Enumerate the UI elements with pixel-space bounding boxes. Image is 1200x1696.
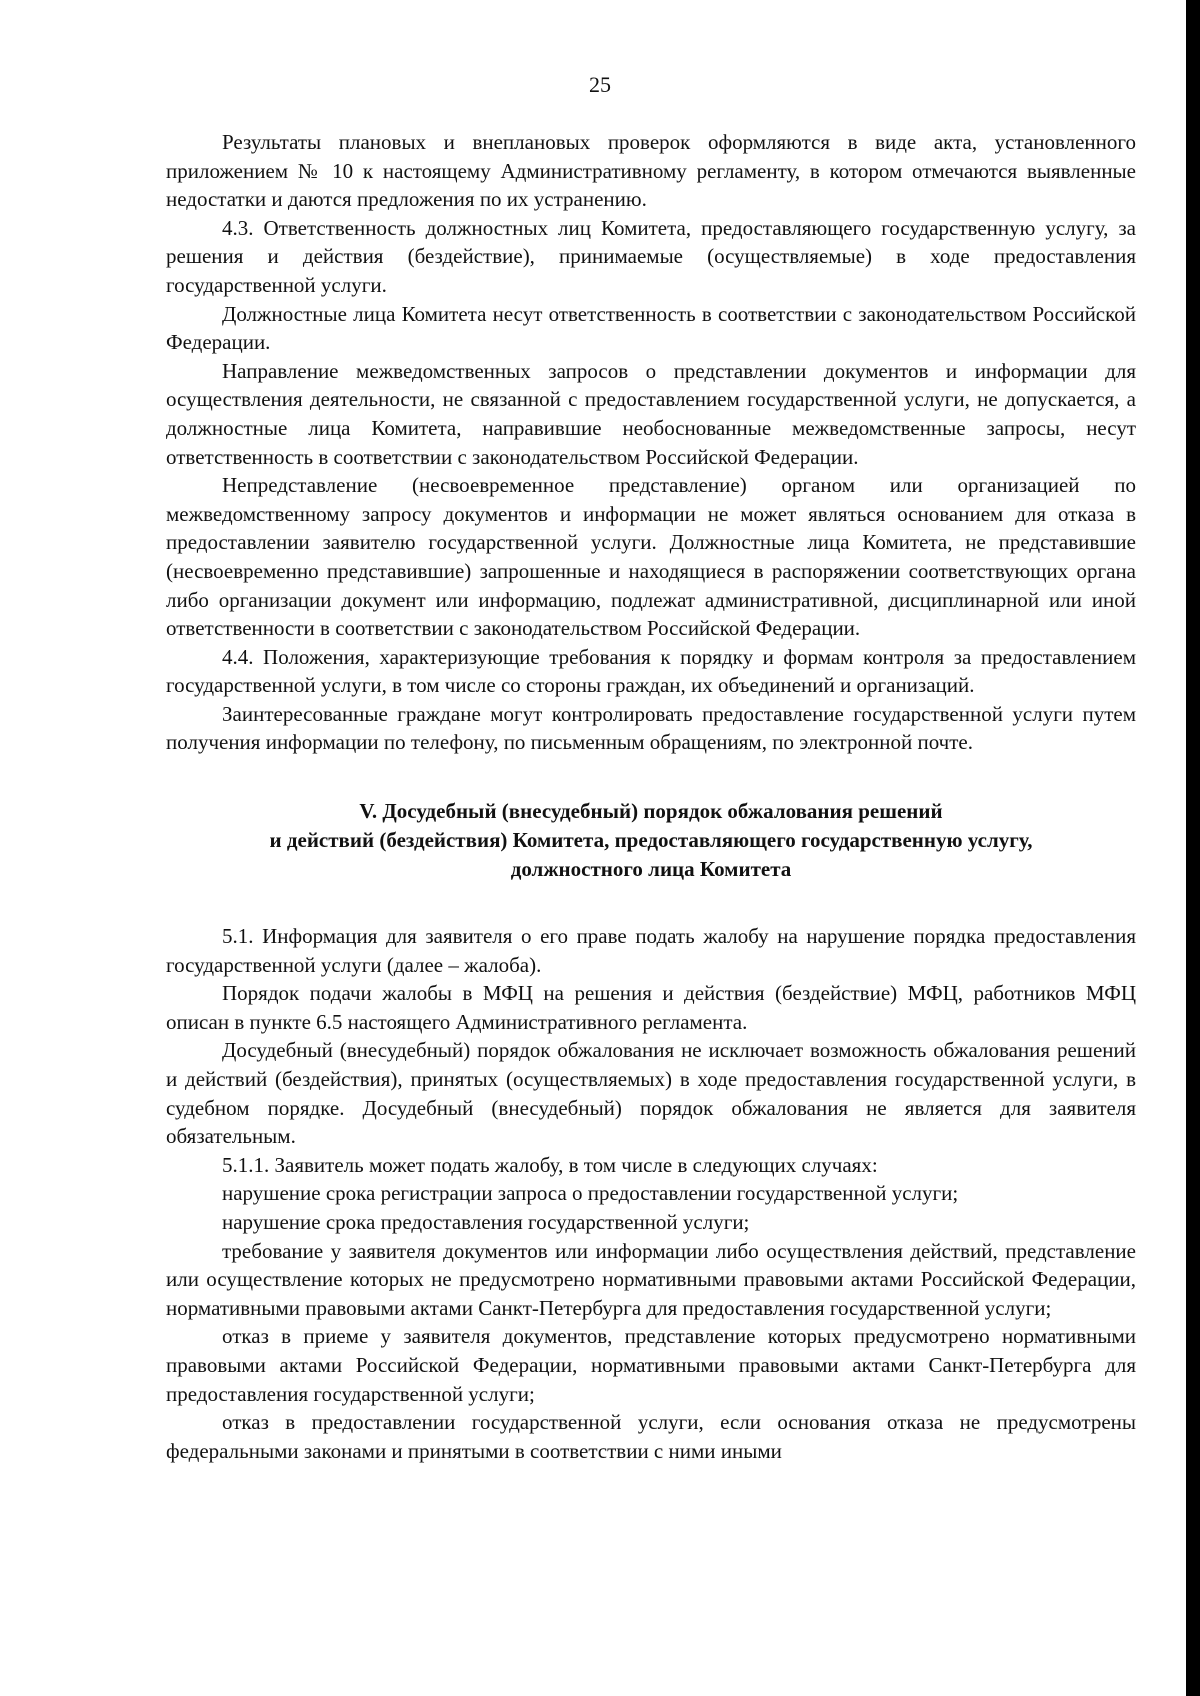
paragraph: Заинтересованные граждане могут контролировать предоставление государственной услуги путем получения информации по телефону, по письменным обращениям, по электронной почте. xyxy=(166,701,1136,755)
page-number: 25 xyxy=(589,72,611,97)
document-body xyxy=(166,128,1136,1465)
section-heading-line: V. Досудебный (внесудебный) порядок обжалования решений xyxy=(359,799,943,824)
paragraph: нарушение срока предоставления государственной услуги; xyxy=(222,1210,750,1234)
paragraph: Порядок подачи жалобы в МФЦ на решения и действия (бездействие) МФЦ, работников МФЦ описан в пункте 6.5 настоящего Административного регламента. xyxy=(166,981,1136,1034)
section-heading xyxy=(166,797,1136,884)
paragraph: Направление межведомственных запросов о представлении документов и информации для осуществления деятельности, не связанной с предоставлением государственной услуги, не допускается, а должностные лица Комитета, направившие необоснованные межведомственные запросы, несут ответственность в соответствии с законодательством Российской Федерации. xyxy=(166,358,1136,469)
paragraph: Должностные лица Комитета несут ответственность в соответствии с законодательством Российской Федерации. xyxy=(166,301,1136,355)
paragraph: Непредставление (несвоевременное представление) органом или организацией по межведомственному запросу документов и информации не может являться основанием для отказа в предоставлении заявителю государственной услуги. Должностные лица Комитета, не представившие (несвоевременно представившие) запрошенные и находящиеся в распоряжении соответствующих органа либо организации документ или информацию, подлежат административной, дисциплинарной или иной ответственности в соответствии с законодательством Российской Федерации. xyxy=(166,473,1136,641)
scan-edge xyxy=(1186,0,1200,1696)
paragraph: 4.3. Ответственность должностных лиц Комитета, предоставляющего государственную услугу, за решения и действия (бездействие), принимаемые (осуществляемые) в ходе предоставления государственной услуги. xyxy=(166,215,1136,297)
paragraph: Досудебный (внесудебный) порядок обжалования не исключает возможность обжалования решений и действий (бездействия), принятых (осуществляемых) в ходе предоставления государственной услуги, в судебном порядке. Досудебный (внесудебный) порядок обжалования не является для заявителя обязательным. xyxy=(166,1038,1136,1149)
section-heading-line: и действий (бездействия) Комитета, предоставляющего государственную услугу, xyxy=(269,828,1033,853)
paragraph: нарушение срока регистрации запроса о предоставлении государственной услуги; xyxy=(222,1181,959,1206)
paragraph: 5.1.1. Заявитель может подать жалобу, в том числе в следующих случаях: xyxy=(222,1152,878,1177)
paragraph: 5.1. Информация для заявителя о его праве подать жалобу на нарушение порядка предоставления государственной услуги (далее – жалоба). xyxy=(166,924,1136,977)
paragraph: требование у заявителя документов или информации либо осуществления действий, представление или осуществление которых не предусмотрено нормативными правовыми актами Российской Федерации, нормативными правовыми актами Санкт-Петербурга для предоставления государственной услуги; xyxy=(166,1238,1136,1320)
paragraph: 4.4. Положения, характеризующие требования к порядку и формам контроля за предоставлением государственной услуги, в том числе со стороны граждан, их объединений и организаций. xyxy=(166,644,1136,698)
paragraph: Результаты плановых и внеплановых проверок оформляются в виде акта, установленного приложением № 10 к настоящему Административному регламенту, в котором отмечаются выявленные недостатки и даются предложения по их устранению. xyxy=(166,130,1136,212)
paragraph: отказ в приеме у заявителя документов, представление которых предусмотрено нормативными правовыми актами Российской Федерации, нормативными правовыми актами Санкт-Петербурга для предоставления государственной услуги; xyxy=(166,1324,1136,1406)
section-heading-line: должностного лица Комитета xyxy=(510,857,792,882)
paragraph: отказ в предоставлении государственной услуги, если основания отказа не предусмотрены федеральными законами и принятыми в соответствии с ними иными xyxy=(166,1410,1136,1463)
